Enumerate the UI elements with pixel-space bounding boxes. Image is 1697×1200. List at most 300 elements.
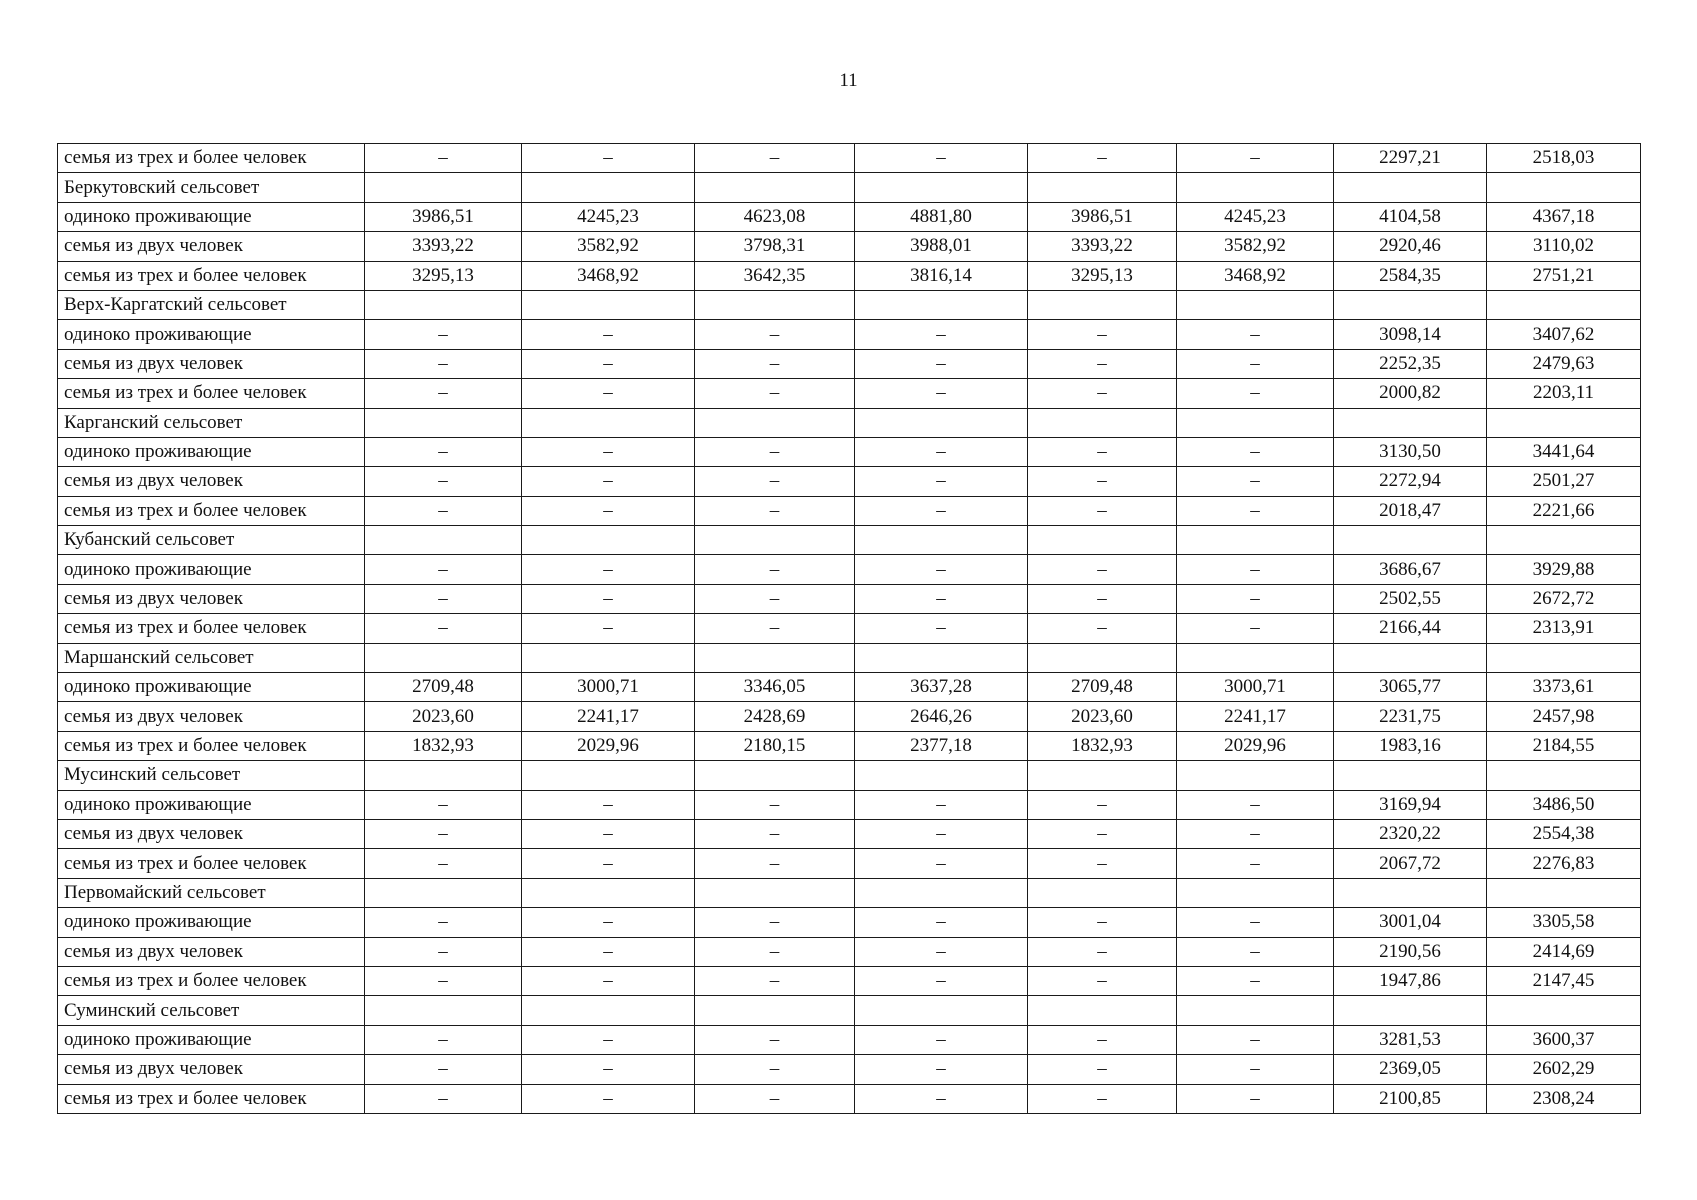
table-cell: – xyxy=(855,1084,1028,1113)
table-cell: – xyxy=(695,849,855,878)
table-cell: – xyxy=(522,555,695,584)
table-cell: – xyxy=(1028,496,1177,525)
table-cell: – xyxy=(695,937,855,966)
row-label: семья из двух человек xyxy=(58,467,365,496)
table-cell xyxy=(522,408,695,437)
table-cell: 2100,85 xyxy=(1334,1084,1487,1113)
row-label: одиноко проживающие xyxy=(58,790,365,819)
table-cell: – xyxy=(1028,1055,1177,1084)
table-cell: – xyxy=(1028,966,1177,995)
table-cell: – xyxy=(695,144,855,173)
table-cell: 2320,22 xyxy=(1334,819,1487,848)
table-row xyxy=(58,320,1641,349)
table-cell xyxy=(1028,290,1177,319)
table-cell: – xyxy=(695,320,855,349)
table-cell: 2231,75 xyxy=(1334,702,1487,731)
table-cell xyxy=(1028,996,1177,1025)
table-cell: – xyxy=(365,790,522,819)
table-cell: 4881,80 xyxy=(855,202,1028,231)
table-cell xyxy=(522,761,695,790)
table-cell: – xyxy=(695,496,855,525)
table-cell: – xyxy=(855,966,1028,995)
row-label: Карганский сельсовет xyxy=(58,408,365,437)
table-row xyxy=(58,878,1641,907)
table-cell xyxy=(855,761,1028,790)
table-cell: – xyxy=(855,614,1028,643)
table-cell xyxy=(1177,878,1334,907)
table-cell xyxy=(522,643,695,672)
table-cell: 2313,91 xyxy=(1487,614,1641,643)
table-cell: 2241,17 xyxy=(1177,702,1334,731)
table-cell xyxy=(1487,761,1641,790)
table-cell: – xyxy=(365,908,522,937)
table-cell xyxy=(695,173,855,202)
table-cell: – xyxy=(855,937,1028,966)
table-cell: 3816,14 xyxy=(855,261,1028,290)
table-cell: – xyxy=(695,819,855,848)
table-cell: – xyxy=(522,966,695,995)
table-row xyxy=(58,790,1641,819)
table-cell: 4623,08 xyxy=(695,202,855,231)
table-cell: 3065,77 xyxy=(1334,673,1487,702)
table-cell: – xyxy=(1028,849,1177,878)
row-label: семья из трех и более человек xyxy=(58,1084,365,1113)
table-cell: 3295,13 xyxy=(1028,261,1177,290)
table-cell: 4367,18 xyxy=(1487,202,1641,231)
table-row xyxy=(58,702,1641,731)
table-cell: – xyxy=(1177,144,1334,173)
table-cell: 4104,58 xyxy=(1334,202,1487,231)
table-cell xyxy=(522,878,695,907)
table-cell: – xyxy=(855,349,1028,378)
table-cell: 1832,93 xyxy=(365,731,522,760)
table-cell: 4245,23 xyxy=(1177,202,1334,231)
table-cell xyxy=(855,526,1028,555)
row-label: семья из двух человек xyxy=(58,349,365,378)
table-cell xyxy=(522,173,695,202)
row-label: семья из трех и более человек xyxy=(58,261,365,290)
table-cell: 2272,94 xyxy=(1334,467,1487,496)
page-number: 11 xyxy=(839,70,858,91)
table-cell: – xyxy=(695,379,855,408)
table-cell: 3393,22 xyxy=(365,232,522,261)
row-label: семья из трех и более человек xyxy=(58,496,365,525)
table-cell xyxy=(1487,526,1641,555)
table-cell: – xyxy=(522,437,695,466)
table-cell: 2646,26 xyxy=(855,702,1028,731)
table-cell: 3600,37 xyxy=(1487,1025,1641,1054)
table-cell: – xyxy=(365,144,522,173)
table-cell: 2029,96 xyxy=(1177,731,1334,760)
table-cell: 3986,51 xyxy=(365,202,522,231)
table-cell xyxy=(1334,408,1487,437)
table-row xyxy=(58,261,1641,290)
table-cell: 3110,02 xyxy=(1487,232,1641,261)
table-cell: 3686,67 xyxy=(1334,555,1487,584)
table-cell: – xyxy=(695,908,855,937)
table-cell: 2377,18 xyxy=(855,731,1028,760)
table-cell: – xyxy=(1028,555,1177,584)
table-cell: – xyxy=(1177,937,1334,966)
table-cell: 2369,05 xyxy=(1334,1055,1487,1084)
row-label: Суминский сельсовет xyxy=(58,996,365,1025)
table-cell xyxy=(695,643,855,672)
table-cell: – xyxy=(365,614,522,643)
table-cell xyxy=(522,290,695,319)
table-cell xyxy=(1334,761,1487,790)
table-cell: – xyxy=(1177,437,1334,466)
row-label: одиноко проживающие xyxy=(58,1025,365,1054)
table-cell xyxy=(365,408,522,437)
table-cell xyxy=(1334,996,1487,1025)
table-cell: – xyxy=(365,819,522,848)
table-cell: 2067,72 xyxy=(1334,849,1487,878)
table-cell: 3986,51 xyxy=(1028,202,1177,231)
table-cell: – xyxy=(1177,349,1334,378)
table-cell xyxy=(522,526,695,555)
table-cell: – xyxy=(855,437,1028,466)
table-cell: – xyxy=(1028,379,1177,408)
table-cell: 3295,13 xyxy=(365,261,522,290)
row-label: семья из трех и более человек xyxy=(58,731,365,760)
table-cell: – xyxy=(695,584,855,613)
table-cell: 2276,83 xyxy=(1487,849,1641,878)
table-cell: – xyxy=(855,379,1028,408)
table-cell: 3637,28 xyxy=(855,673,1028,702)
table-cell: – xyxy=(365,849,522,878)
table-cell: 3373,61 xyxy=(1487,673,1641,702)
table-cell: – xyxy=(365,584,522,613)
table-cell xyxy=(365,290,522,319)
table-cell: – xyxy=(365,496,522,525)
table-cell: – xyxy=(1177,320,1334,349)
table-cell: – xyxy=(522,849,695,878)
table-cell xyxy=(855,643,1028,672)
table-cell xyxy=(1177,761,1334,790)
table-cell xyxy=(855,408,1028,437)
row-label: семья из трех и более человек xyxy=(58,614,365,643)
table-cell: 3468,92 xyxy=(1177,261,1334,290)
table-cell: – xyxy=(365,1055,522,1084)
table-cell: 1832,93 xyxy=(1028,731,1177,760)
table-cell: – xyxy=(1028,1084,1177,1113)
table-cell xyxy=(855,290,1028,319)
table-row xyxy=(58,290,1641,319)
table-cell: – xyxy=(855,790,1028,819)
table-cell: – xyxy=(365,349,522,378)
table-cell: 3582,92 xyxy=(1177,232,1334,261)
table-cell xyxy=(1487,408,1641,437)
row-label: одиноко проживающие xyxy=(58,673,365,702)
table-row xyxy=(58,349,1641,378)
row-label: семья из трех и более человек xyxy=(58,144,365,173)
table-cell: 2518,03 xyxy=(1487,144,1641,173)
table-cell xyxy=(695,526,855,555)
table-cell xyxy=(855,878,1028,907)
table-row xyxy=(58,144,1641,173)
table-cell: 3642,35 xyxy=(695,261,855,290)
table-cell: – xyxy=(522,584,695,613)
table-cell: – xyxy=(522,937,695,966)
table-cell: – xyxy=(855,819,1028,848)
table-cell: – xyxy=(1177,1025,1334,1054)
table-cell: 3000,71 xyxy=(522,673,695,702)
row-label: семья из трех и более человек xyxy=(58,379,365,408)
table-cell: – xyxy=(522,1055,695,1084)
table-cell: 2501,27 xyxy=(1487,467,1641,496)
table-row xyxy=(58,643,1641,672)
table-cell xyxy=(1028,643,1177,672)
table-cell: – xyxy=(855,1055,1028,1084)
table-cell: – xyxy=(1177,496,1334,525)
table-cell: 3393,22 xyxy=(1028,232,1177,261)
table-cell: 3281,53 xyxy=(1334,1025,1487,1054)
table-cell: – xyxy=(1177,849,1334,878)
table-cell: – xyxy=(1177,790,1334,819)
table-cell: – xyxy=(522,349,695,378)
row-label: семья из двух человек xyxy=(58,584,365,613)
table-cell: – xyxy=(522,379,695,408)
table-cell: 2672,72 xyxy=(1487,584,1641,613)
table-row xyxy=(58,584,1641,613)
table-cell xyxy=(365,996,522,1025)
table-cell: 2023,60 xyxy=(365,702,522,731)
row-label: семья из двух человек xyxy=(58,937,365,966)
table-row xyxy=(58,761,1641,790)
table-cell: 3169,94 xyxy=(1334,790,1487,819)
table-cell: 2190,56 xyxy=(1334,937,1487,966)
table-cell xyxy=(695,996,855,1025)
table-cell: – xyxy=(855,144,1028,173)
table-cell: – xyxy=(365,379,522,408)
table-cell: 2000,82 xyxy=(1334,379,1487,408)
row-label: одиноко проживающие xyxy=(58,437,365,466)
table-cell xyxy=(365,526,522,555)
table-cell: 3798,31 xyxy=(695,232,855,261)
table-cell: 3305,58 xyxy=(1487,908,1641,937)
table-cell: 2584,35 xyxy=(1334,261,1487,290)
table-cell: 1983,16 xyxy=(1334,731,1487,760)
table-cell: 2166,44 xyxy=(1334,614,1487,643)
table-cell xyxy=(1487,290,1641,319)
row-label: одиноко проживающие xyxy=(58,555,365,584)
table-cell xyxy=(1177,408,1334,437)
table-row xyxy=(58,1025,1641,1054)
table-cell: – xyxy=(522,819,695,848)
table-cell: 3486,50 xyxy=(1487,790,1641,819)
table-cell xyxy=(1028,173,1177,202)
table-cell: 3929,88 xyxy=(1487,555,1641,584)
table-cell xyxy=(855,173,1028,202)
table-cell xyxy=(855,996,1028,1025)
table-cell: – xyxy=(365,555,522,584)
row-label: семья из трех и более человек xyxy=(58,849,365,878)
table-row xyxy=(58,673,1641,702)
table-cell: – xyxy=(1028,437,1177,466)
table-cell: 2502,55 xyxy=(1334,584,1487,613)
table-cell: – xyxy=(1028,584,1177,613)
table-row xyxy=(58,408,1641,437)
table-cell: – xyxy=(1177,1084,1334,1113)
table-row xyxy=(58,232,1641,261)
table-cell: – xyxy=(365,1084,522,1113)
table-row xyxy=(58,173,1641,202)
table-cell: – xyxy=(1028,1025,1177,1054)
table-cell: 3582,92 xyxy=(522,232,695,261)
table-cell: 2297,21 xyxy=(1334,144,1487,173)
table-cell: – xyxy=(855,555,1028,584)
table-cell: – xyxy=(522,1084,695,1113)
table-cell: 2457,98 xyxy=(1487,702,1641,731)
table-cell: – xyxy=(522,908,695,937)
table-cell: – xyxy=(1177,584,1334,613)
table-cell: 2184,55 xyxy=(1487,731,1641,760)
table-cell: 3098,14 xyxy=(1334,320,1487,349)
table-row xyxy=(58,614,1641,643)
table-cell: – xyxy=(1028,819,1177,848)
table-cell: 2554,38 xyxy=(1487,819,1641,848)
table-row xyxy=(58,467,1641,496)
table-cell: 2751,21 xyxy=(1487,261,1641,290)
table-cell: 2428,69 xyxy=(695,702,855,731)
row-label: Мусинский сельсовет xyxy=(58,761,365,790)
table-cell: 2252,35 xyxy=(1334,349,1487,378)
row-label: одиноко проживающие xyxy=(58,320,365,349)
table-cell: 3346,05 xyxy=(695,673,855,702)
table-row xyxy=(58,1084,1641,1113)
table-cell xyxy=(365,761,522,790)
table-cell: 2602,29 xyxy=(1487,1055,1641,1084)
table-cell: – xyxy=(855,467,1028,496)
table-cell: – xyxy=(855,320,1028,349)
row-label: Беркутовский сельсовет xyxy=(58,173,365,202)
table-row xyxy=(58,908,1641,937)
table-cell: – xyxy=(522,790,695,819)
row-label: одиноко проживающие xyxy=(58,908,365,937)
table-row xyxy=(58,202,1641,231)
table-cell: – xyxy=(695,966,855,995)
table-row xyxy=(58,555,1641,584)
table-row xyxy=(58,937,1641,966)
table-cell: – xyxy=(1028,614,1177,643)
table-cell: – xyxy=(1177,966,1334,995)
table-cell: – xyxy=(855,908,1028,937)
table-cell: 2029,96 xyxy=(522,731,695,760)
table-cell: 3441,64 xyxy=(1487,437,1641,466)
table-cell: – xyxy=(855,584,1028,613)
table-cell: – xyxy=(365,1025,522,1054)
table-cell: 3407,62 xyxy=(1487,320,1641,349)
table-cell: 2241,17 xyxy=(522,702,695,731)
table-cell: 2018,47 xyxy=(1334,496,1487,525)
table-cell: – xyxy=(695,1025,855,1054)
table-row xyxy=(58,849,1641,878)
table-cell xyxy=(1028,526,1177,555)
table-cell xyxy=(1334,643,1487,672)
table-cell: – xyxy=(695,555,855,584)
table-cell: – xyxy=(522,614,695,643)
table-cell: 2414,69 xyxy=(1487,937,1641,966)
table-row xyxy=(58,996,1641,1025)
table-cell: 1947,86 xyxy=(1334,966,1487,995)
table-cell: – xyxy=(855,849,1028,878)
table-cell: – xyxy=(1177,819,1334,848)
table-cell: – xyxy=(522,467,695,496)
table-cell: 2308,24 xyxy=(1487,1084,1641,1113)
table-cell xyxy=(1334,290,1487,319)
table-cell xyxy=(1028,408,1177,437)
table-cell: 4245,23 xyxy=(522,202,695,231)
table-cell xyxy=(695,290,855,319)
table-cell: – xyxy=(1028,144,1177,173)
table-cell: – xyxy=(1177,379,1334,408)
table-row xyxy=(58,379,1641,408)
table-row xyxy=(58,819,1641,848)
table-cell: 2920,46 xyxy=(1334,232,1487,261)
table-row xyxy=(58,966,1641,995)
row-label: семья из двух человек xyxy=(58,232,365,261)
table-cell xyxy=(1487,996,1641,1025)
table-cell: – xyxy=(695,614,855,643)
table-cell xyxy=(695,408,855,437)
table-cell: – xyxy=(1028,320,1177,349)
table-cell: – xyxy=(522,144,695,173)
table-cell: – xyxy=(522,496,695,525)
table-cell: – xyxy=(1028,467,1177,496)
table-cell: 2479,63 xyxy=(1487,349,1641,378)
table-cell: 2709,48 xyxy=(1028,673,1177,702)
table-cell: 3988,01 xyxy=(855,232,1028,261)
table-cell xyxy=(365,173,522,202)
table-cell: – xyxy=(1177,614,1334,643)
table-cell xyxy=(1487,878,1641,907)
table-cell xyxy=(1334,878,1487,907)
table-cell: – xyxy=(1028,937,1177,966)
table-row xyxy=(58,1055,1641,1084)
table-cell: – xyxy=(695,349,855,378)
tariff-table xyxy=(57,143,1641,1114)
table-cell: – xyxy=(855,1025,1028,1054)
table-cell: – xyxy=(695,467,855,496)
table-cell xyxy=(522,996,695,1025)
table-row xyxy=(58,437,1641,466)
row-label: Первомайский сельсовет xyxy=(58,878,365,907)
table-cell: – xyxy=(365,966,522,995)
table-cell xyxy=(1334,173,1487,202)
table-cell xyxy=(1177,996,1334,1025)
table-cell: 2147,45 xyxy=(1487,966,1641,995)
row-label: семья из двух человек xyxy=(58,1055,365,1084)
table-cell: – xyxy=(1028,790,1177,819)
table-cell: – xyxy=(365,320,522,349)
table-cell: – xyxy=(695,790,855,819)
table-cell: – xyxy=(695,1084,855,1113)
table-cell: 3130,50 xyxy=(1334,437,1487,466)
table-cell xyxy=(1177,643,1334,672)
table-row xyxy=(58,731,1641,760)
table-cell: 3468,92 xyxy=(522,261,695,290)
table-cell: – xyxy=(1028,349,1177,378)
table-cell: – xyxy=(365,437,522,466)
table-cell xyxy=(1177,526,1334,555)
row-label: Кубанский сельсовет xyxy=(58,526,365,555)
table-cell: – xyxy=(522,320,695,349)
table-cell: – xyxy=(695,437,855,466)
table-cell xyxy=(1028,761,1177,790)
table-cell: – xyxy=(365,467,522,496)
table-cell xyxy=(1487,173,1641,202)
table-cell: 3000,71 xyxy=(1177,673,1334,702)
